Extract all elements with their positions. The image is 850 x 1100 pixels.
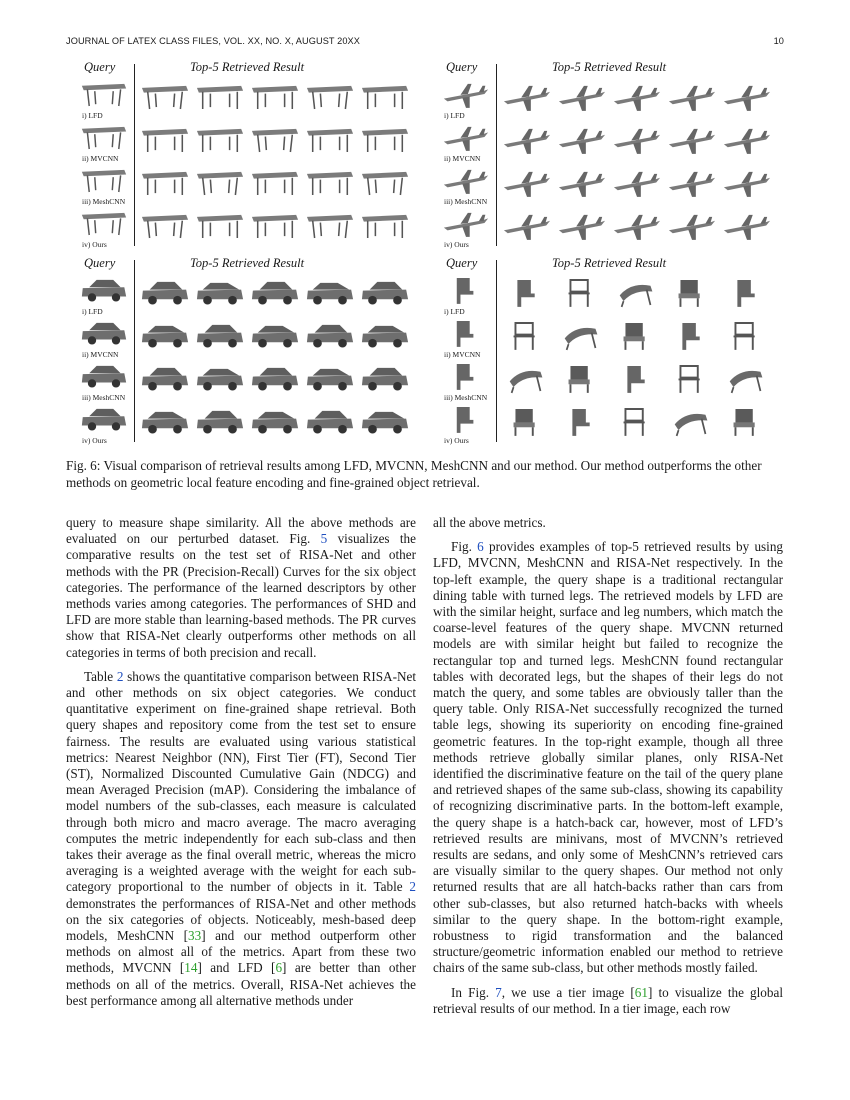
retrieved-shape bbox=[360, 123, 410, 156]
figure-caption: Fig. 6: Visual comparison of retrieval results among LFD, MVCNN, MeshCNN and our method. Our method outperforms the other methods on geometric local feature encoding and fine-grained object retrieval. bbox=[66, 458, 762, 490]
retrieved-shape bbox=[250, 209, 300, 242]
retrieved-shape bbox=[502, 405, 552, 438]
paragraph: In Fig. 7, we use a tier image [61] to visualize the global retrieval results of our method. In a tier image, each row bbox=[433, 984, 784, 1016]
citation-link[interactable]: 33 bbox=[188, 928, 202, 944]
method-row bbox=[78, 401, 418, 445]
retrieved-shape bbox=[557, 80, 607, 113]
method-row bbox=[440, 401, 780, 445]
retrieved-shape bbox=[722, 276, 772, 309]
fig-ref-link[interactable]: 6 bbox=[477, 539, 484, 555]
retrieved-shape bbox=[722, 362, 772, 395]
query-shape bbox=[442, 164, 490, 196]
method-label: ii) MVCNN bbox=[444, 154, 481, 163]
query-shape bbox=[80, 78, 128, 110]
retrieved-shape bbox=[612, 276, 662, 309]
retrieved-shape bbox=[557, 166, 607, 199]
table-ref-link[interactable]: 2 bbox=[409, 879, 416, 895]
method-label: iv) Ours bbox=[444, 240, 469, 249]
retrieved-shape bbox=[722, 123, 772, 156]
retrieved-shape bbox=[305, 209, 355, 242]
method-label: ii) MVCNN bbox=[444, 350, 481, 359]
retrieved-shape bbox=[360, 319, 410, 352]
left-column bbox=[66, 515, 416, 1009]
query-shape bbox=[442, 274, 490, 306]
retrieved-shape bbox=[305, 276, 355, 309]
panel-tables bbox=[78, 60, 418, 250]
method-row bbox=[440, 119, 780, 163]
retrieved-shape bbox=[140, 276, 190, 309]
figure-6 bbox=[78, 60, 778, 448]
method-label: iii) MeshCNN bbox=[82, 393, 126, 402]
retrieved-shape bbox=[360, 80, 410, 113]
retrieved-shape bbox=[195, 80, 245, 113]
panel-cars bbox=[78, 256, 418, 446]
page-number: 10 bbox=[773, 36, 784, 46]
method-row bbox=[440, 76, 780, 120]
fig-ref-link[interactable]: 5 bbox=[320, 531, 328, 547]
retrieved-shape bbox=[557, 276, 607, 309]
query-shape bbox=[80, 274, 128, 306]
method-label: iv) Ours bbox=[444, 436, 469, 445]
retrieved-shape bbox=[667, 276, 717, 309]
retrieved-shape bbox=[305, 166, 355, 199]
method-row bbox=[440, 162, 780, 206]
method-row bbox=[78, 315, 418, 359]
retrieved-shape bbox=[140, 209, 190, 242]
retrieved-shape bbox=[667, 123, 717, 156]
retrieved-shape bbox=[722, 209, 772, 242]
right-column bbox=[433, 515, 783, 1017]
retrieved-shape bbox=[195, 276, 245, 309]
method-label: iii) MeshCNN bbox=[444, 393, 488, 402]
retrieved-shape bbox=[250, 276, 300, 309]
retrieved-shape bbox=[250, 80, 300, 113]
retrieved-shape bbox=[722, 319, 772, 352]
query-shape bbox=[442, 121, 490, 153]
citation-link[interactable]: 61 bbox=[634, 984, 648, 1000]
method-row bbox=[78, 358, 418, 402]
panel-airplanes bbox=[440, 60, 780, 250]
query-shape bbox=[442, 317, 490, 349]
fig-ref-link[interactable]: 7 bbox=[495, 984, 502, 1000]
query-shape bbox=[80, 317, 128, 349]
retrieved-shape bbox=[305, 362, 355, 395]
retrieved-shape bbox=[250, 123, 300, 156]
retrieved-shape bbox=[195, 405, 245, 438]
method-row bbox=[78, 162, 418, 206]
query-heading: Query bbox=[446, 256, 478, 270]
method-row bbox=[440, 272, 780, 316]
retrieved-shape bbox=[305, 123, 355, 156]
method-label: ii) MVCNN bbox=[82, 154, 119, 163]
method-label: i) LFD bbox=[82, 307, 103, 316]
retrieved-shape bbox=[195, 362, 245, 395]
method-row bbox=[78, 272, 418, 316]
query-heading: Query bbox=[84, 60, 116, 74]
retrieved-shape bbox=[360, 405, 410, 438]
retrieved-shape bbox=[667, 362, 717, 395]
retrieved-shape bbox=[612, 209, 662, 242]
method-label: iii) MeshCNN bbox=[82, 197, 126, 206]
method-row bbox=[440, 205, 780, 249]
result-heading: Top-5 Retrieved Result bbox=[552, 60, 667, 74]
citation-link[interactable]: 6 bbox=[275, 960, 283, 976]
query-shape bbox=[80, 360, 128, 392]
retrieved-shape bbox=[140, 80, 190, 113]
retrieved-shape bbox=[502, 209, 552, 242]
retrieved-shape bbox=[195, 166, 245, 199]
journal-title: JOURNAL OF LATEX CLASS FILES, VOL. XX, NO. X, AUGUST 20XX bbox=[66, 36, 361, 46]
retrieved-shape bbox=[612, 166, 662, 199]
retrieved-shape bbox=[502, 319, 552, 352]
query-shape bbox=[442, 360, 490, 392]
retrieved-shape bbox=[305, 80, 355, 113]
retrieved-shape bbox=[140, 166, 190, 199]
paragraph: all the above metrics. bbox=[433, 515, 546, 530]
method-row bbox=[440, 315, 780, 359]
method-label: i) LFD bbox=[82, 111, 103, 120]
retrieved-shape bbox=[250, 362, 300, 395]
method-label: iii) MeshCNN bbox=[444, 197, 488, 206]
table-ref-link[interactable]: 2 bbox=[116, 668, 124, 684]
retrieved-shape bbox=[140, 405, 190, 438]
query-shape bbox=[80, 207, 128, 239]
method-label: ii) MVCNN bbox=[82, 350, 119, 359]
retrieved-shape bbox=[557, 319, 607, 352]
method-row bbox=[78, 76, 418, 120]
retrieved-shape bbox=[557, 362, 607, 395]
retrieved-shape bbox=[360, 209, 410, 242]
retrieved-shape bbox=[195, 123, 245, 156]
retrieved-shape bbox=[667, 405, 717, 438]
retrieved-shape bbox=[502, 166, 552, 199]
retrieved-shape bbox=[557, 405, 607, 438]
retrieved-shape bbox=[612, 319, 662, 352]
retrieved-shape bbox=[667, 319, 717, 352]
retrieved-shape bbox=[612, 362, 662, 395]
retrieved-shape bbox=[667, 209, 717, 242]
retrieved-shape bbox=[612, 405, 662, 438]
query-heading: Query bbox=[84, 256, 116, 270]
retrieved-shape bbox=[502, 123, 552, 156]
retrieved-shape bbox=[557, 123, 607, 156]
paragraph: Fig. 6 provides examples of top-5 retrieved results by using LFD, MVCNN, MeshCNN and RISA-Net respectively. In the top-left example, the query shape is a traditional rectangular dining table with turned legs. The retrieved models by LFD are with the similar height, surface and leg numbers, which match the coarse-level features of the query shape. MVCNN returned models are with similar height but failed to recognize the rectangular top and turned legs. MeshCNN found rectangular tables with decorated legs, but the shapes of their legs do not match the query, and some tables are obviously taller than the query table. Only RISA-Net successfully recognized the turned table legs, showing its superiority on encoding fine-grained geometric features. In the top-right example, though all three methods retrieve globally similar planes, only RISA-Net identified the discriminative feature on the tail of the query plane and retrieved shapes of the same sub-class, showing its capability of recognizing discriminative parts. In the bottom-left example, the query shape is a hatch-back car, however, most of LFD’s retrieved results are minivans, most of MVCNN’s retrieved results are sedans, and only some of MeshCNN’s retrieved cars are visually similar to the query shapes. Our method not only returned results that are all hatch-backs rather than cars from other sub-classes, but also returned hatch-backs with wheels similar to the query shape. In the bottom-right example, robustness to rigid transformation and the balanced structure/geometric information enabled our method to retrieve chairs of the same sub-class, but other methods mostly failed. bbox=[433, 539, 784, 976]
retrieved-shape bbox=[722, 405, 772, 438]
result-heading: Top-5 Retrieved Result bbox=[190, 256, 305, 270]
retrieved-shape bbox=[557, 209, 607, 242]
method-row bbox=[440, 358, 780, 402]
retrieved-shape bbox=[250, 319, 300, 352]
retrieved-shape bbox=[667, 166, 717, 199]
method-label: iv) Ours bbox=[82, 436, 107, 445]
retrieved-shape bbox=[360, 276, 410, 309]
paragraph: query to measure shape similarity. All the above methods are evaluated on our perturbed dataset. Fig. 5 visualizes the comparative results on the test set of RISA-Net and other methods with the PR (Precision-Recall) Curves for the six object categories. The performance of the learned descriptors by other methods varies among categories. The performances of SHD and LFD are more stable than learning-based methods. The PR curves show that RISA-Net clearly outperforms other methods on all categories in terms of both precision and recall. bbox=[66, 515, 417, 660]
retrieved-shape bbox=[667, 80, 717, 113]
retrieved-shape bbox=[250, 166, 300, 199]
retrieved-shape bbox=[502, 80, 552, 113]
retrieved-shape bbox=[195, 209, 245, 242]
query-shape bbox=[80, 403, 128, 435]
method-label: i) LFD bbox=[444, 111, 465, 120]
retrieved-shape bbox=[502, 362, 552, 395]
query-shape bbox=[80, 164, 128, 196]
retrieved-shape bbox=[722, 80, 772, 113]
retrieved-shape bbox=[305, 405, 355, 438]
retrieved-shape bbox=[195, 319, 245, 352]
result-heading: Top-5 Retrieved Result bbox=[552, 256, 667, 270]
query-heading: Query bbox=[446, 60, 478, 74]
method-label: i) LFD bbox=[444, 307, 465, 316]
query-shape bbox=[80, 121, 128, 153]
method-row bbox=[78, 205, 418, 249]
retrieved-shape bbox=[612, 123, 662, 156]
retrieved-shape bbox=[140, 362, 190, 395]
retrieved-shape bbox=[360, 166, 410, 199]
retrieved-shape bbox=[360, 362, 410, 395]
query-shape bbox=[442, 403, 490, 435]
result-heading: Top-5 Retrieved Result bbox=[190, 60, 305, 74]
paragraph: Table 2 shows the quantitative comparison between RISA-Net and other methods on six object categories. We conduct quantitative experiment on fine-grained shape retrieval. Both query shapes and repository come from the test set to ensure fairness. The results are evaluated using various statistical metrics: Nearest Neighbor (NN), First Tier (FT), Second Tier (ST), Normalized Discounted Cumulative Gain (NDCG) and mean Averaged Precision (mAP). Considering the imbalance of model numbers of the sub-classes, each measure is calculated through both micro and macro average. The macro averaging computes the metric independently for each sub-class and then takes their average as the final overall metric, whereas the micro averaging is a weighted average with the weight for each sub-category proportional to the number of objects in it. Table 2 demonstrates the performances of RISA-Net and other methods on the six categories of objects. Noticeably, mesh-based deep models, MeshCNN [33] and our method outperform other methods on almost all of the metrics. Apart from these two methods, MVCNN [14] and LFD [6] are better than other methods on all of the metrics. Overall, RISA-Net achieves the best performance among all alternative methods under bbox=[66, 668, 417, 1008]
retrieved-shape bbox=[502, 276, 552, 309]
panel-chairs bbox=[440, 256, 780, 446]
query-shape bbox=[442, 207, 490, 239]
retrieved-shape bbox=[140, 123, 190, 156]
method-row bbox=[78, 119, 418, 163]
method-label: iv) Ours bbox=[82, 240, 107, 249]
citation-link[interactable]: 14 bbox=[184, 960, 198, 976]
query-shape bbox=[442, 78, 490, 110]
retrieved-shape bbox=[722, 166, 772, 199]
retrieved-shape bbox=[305, 319, 355, 352]
retrieved-shape bbox=[140, 319, 190, 352]
retrieved-shape bbox=[250, 405, 300, 438]
page-header bbox=[66, 36, 784, 46]
retrieved-shape bbox=[612, 80, 662, 113]
